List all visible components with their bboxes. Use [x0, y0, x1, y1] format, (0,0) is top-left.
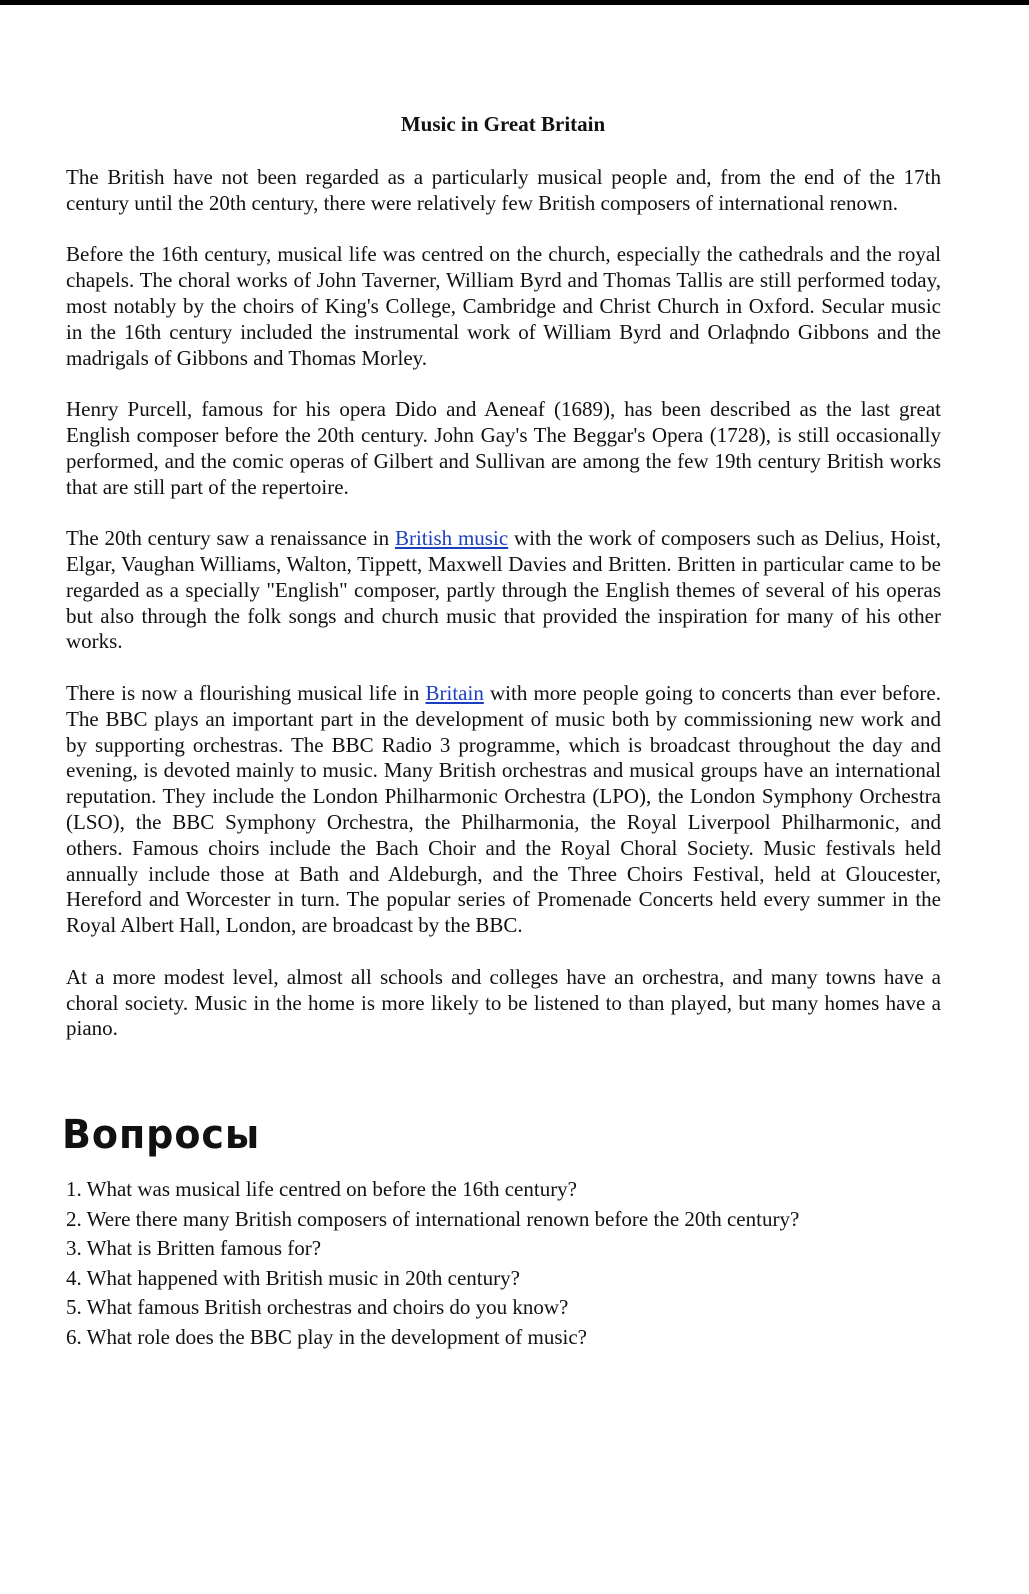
question-item: 3. What is Britten famous for? — [66, 1236, 322, 1261]
text: with the work of composers such as Delius, Hoist, Elgar, Vaughan Williams, Walton, Tippett, Maxwell Davies and Britten. Britten in particular came to be regarded as a specially "English" composer, partly through the English themes of several of his operas but also through the folk songs and church music that provided the inspiration for many of his other works. — [66, 526, 942, 654]
paragraph: Henry Purcell, famous for his opera Dido and Aeneaf (1689), has been described as the last great English composer before the 20th century. John Gay's The Beggar's Opera (1728), is still occasionally performed, and the comic operas of Gilbert and Sullivan are among the few 19th century British works that are still part of the repertoire. — [66, 397, 941, 499]
questions-heading: Вопросы — [62, 1112, 261, 1158]
paragraph — [66, 681, 941, 939]
question-item: 6. What role does the BBC play in the development of music? — [66, 1324, 588, 1349]
britain-link[interactable]: Britain — [425, 680, 484, 705]
question-item: 1. What was musical life centred on before the 16th century? — [66, 1177, 578, 1201]
paragraph: At a more modest level, almost all schools and colleges have an orchestra, and many towns have a choral society. Music in the home is more likely to be listened to than played, but many homes have a piano. — [66, 964, 941, 1041]
article-body — [66, 165, 941, 1068]
text: with more people going to concerts than ever before. The BBC plays an important part in the development of music both by commissioning new work and by supporting orchestras. The BBC Radio 3 programme, which is broadcast throughout the day and evening, is devoted mainly to music. Many British orchestras and musical groups have an international reputation. They include the London Philharmonic Orchestra (LPO), the London Symphony Orchestra (LSO), the BBC Symphony Orchestra, the Philharmonia, the Royal Liverpool Philharmonic, and others. Famous choirs include the Bach Choir and the Royal Choral Society. Music festivals held annually include those at Bath and Aldeburgh, and the Three Choirs Festival, held at Gloucester, Hereford and Worcester in turn. The popular series of Promenade Concerts held every summer in the Royal Albert Hall, London, are broadcast by the BBC. — [66, 680, 941, 938]
question-item: 5. What famous British orchestras and choirs do you know? — [66, 1295, 569, 1320]
question-item: 4. What happened with British music in 20th century? — [66, 1265, 520, 1290]
paragraph: Before the 16th century, musical life was centred on the church, especially the cathedrals and the royal chapels. The choral works of John Taverner, William Byrd and Thomas Tallis are still performed today, most notably by the choirs of King's College, Cambridge and Christ Church in Oxford. Secular music in the 16th century included the instrumental work of William Byrd and Orlaфndo Gibbons and the madrigals of Gibbons and Thomas Morley. — [66, 242, 941, 370]
question-item: 2. Were there many British composers of international renown before the 20th century? — [66, 1206, 800, 1231]
questions-list — [66, 1175, 799, 1353]
page-title: Music in Great Britain — [400, 112, 606, 136]
british-music-link[interactable]: British music — [394, 526, 509, 551]
text: The 20th century saw a renaissance in — [66, 526, 395, 551]
top-bar — [0, 0, 1029, 5]
text: There is now a flourishing musical life in — [66, 680, 426, 705]
paragraph — [66, 526, 941, 655]
paragraph: The British have not been regarded as a particularly musical people and, from the end of the 17th century until the 20th century, there were relatively few British composers of international renown. — [66, 165, 941, 215]
